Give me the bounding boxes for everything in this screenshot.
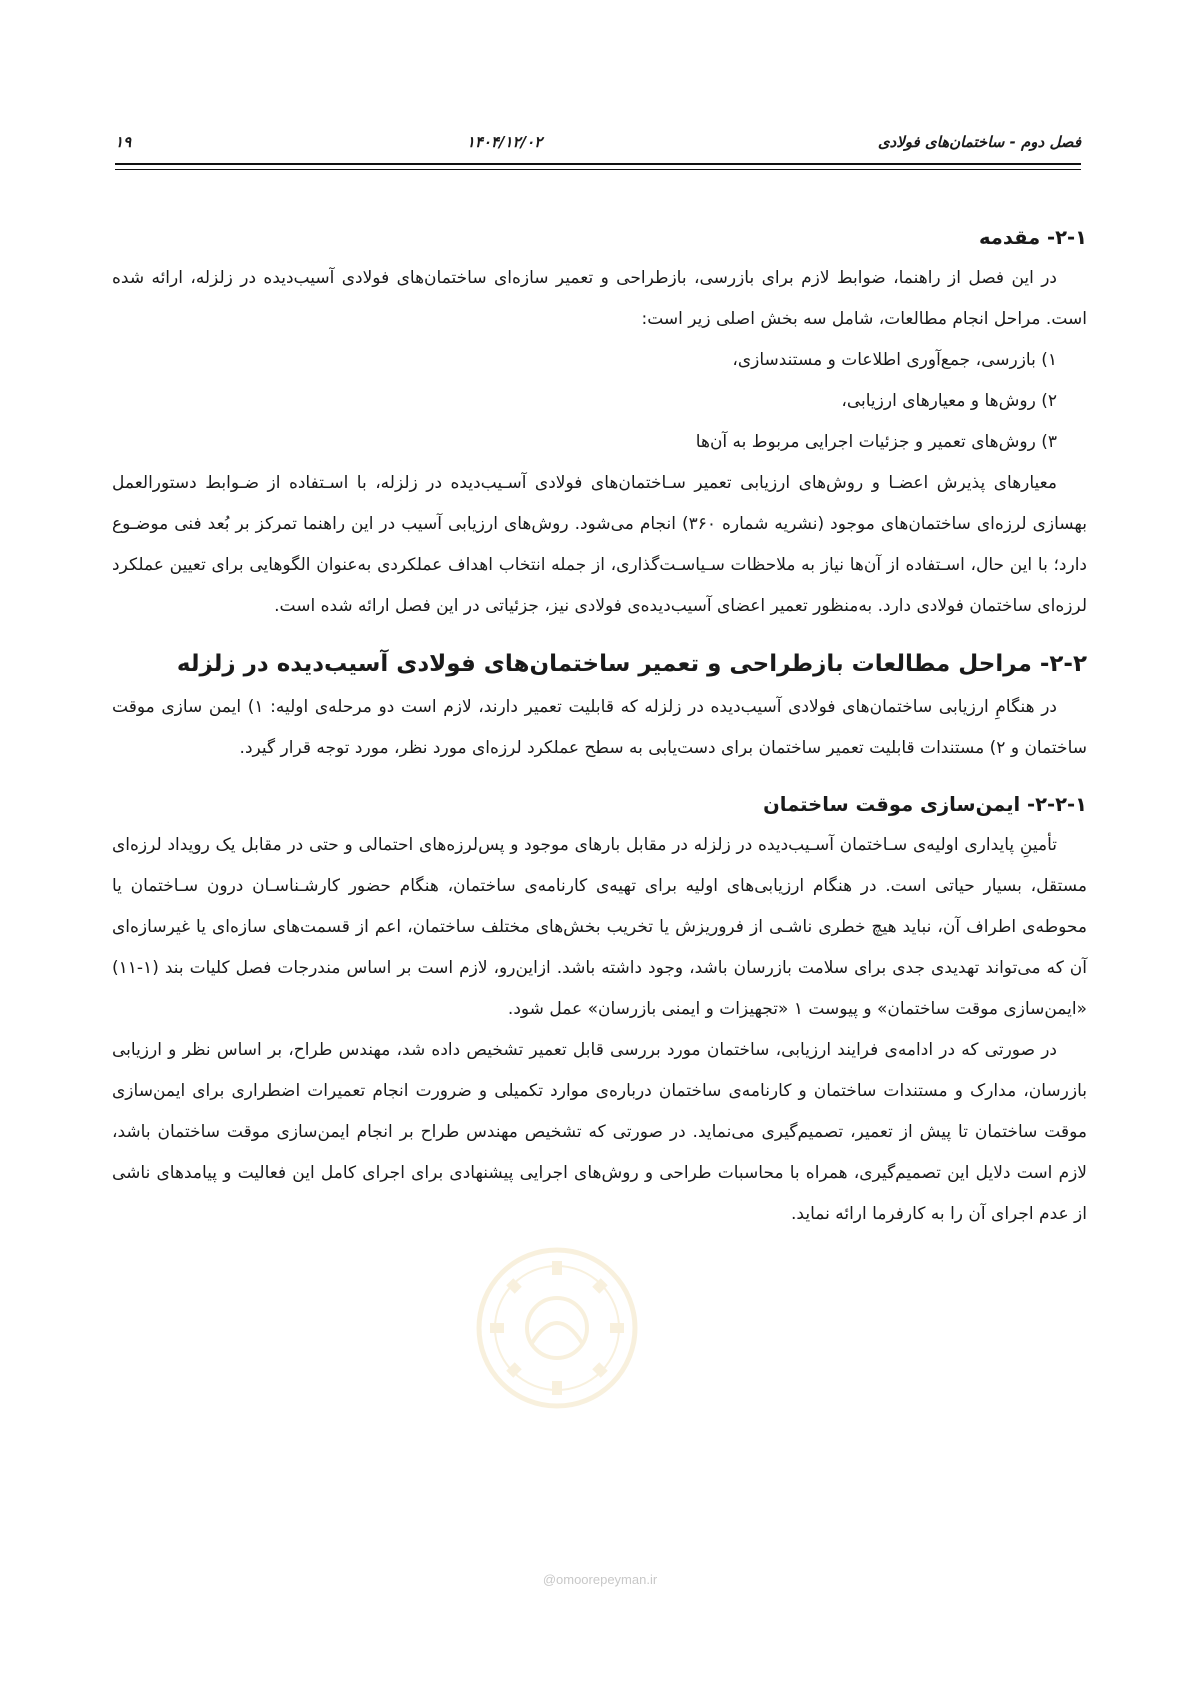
section-heading-introduction: ۲-۱- مقدمه (978, 226, 1087, 249)
acceptance-criteria-paragraph: معیارهای پذیرش اعضـا و روش‌های ارزیابی تعمیر سـاختمان‌های فولادی آسـیب‌دیده در زلزله، با اسـتفاده از ضـوابط دستورالعمل بهسازی لرزه‌ای ساختمان‌های موجود (نشریه شماره ۳۶۰) انجام می‌شود. روش‌های ارزیابی آسیب در این راهنما تمرکز بر بُعد فنی موضـوع دارد؛ با این حال، اسـتفاده از آن‌ها نیاز به ملاحظات سـیاسـت‌گذاری، از جمله انتخاب اهداف عملکردی به‌عنوان الگوهایی برای تعیین عملکرد لرزه‌ای ساختمان فولادی دارد. به‌منظور تعمیر اعضای آسیب‌دیده‌ی فولادی نیز، جزئیاتی در این فصل ارائه شده است. (112, 473, 1088, 616)
watermark-url: @omoorepeyman.ir (542, 1572, 658, 1587)
temporary-safety-paragraph: تأمینِ پایداری اولیه‌ی سـاختمان آسـیب‌دیده در زلزله در مقابل بارهای موجود و پس‌لرزه‌های احتمالی و حتی در مقابل یک رویداد لرزه‌ای مستقل، بسیار حیاتی است. در هنگام ارزیابی‌های اولیه برای تهیه‌ی کارنامه‌ی ساختمان، هنگام حضور کارشـناسـان درون سـاختمان یا محوطه‌ی اطراف آن، نباید هیچ خطری ناشـی از فروریزش یا تخریب بخش‌های مختلف ساختمان، اعم از قسمت‌های سازه‌ای یا غیرسازه‌ای آن که می‌تواند تهدیدی جدی برای سلامت بازرسان باشد، وجود داشته باشد. ازاین‌رو، لازم است بر اساس مندرجات فصل کلیات بند (۱-۱۱) «ایمن‌سازی موقت ساختمان» و پیوست ۱ «تجهیزات و ایمنی بازرسان» عمل شود. (112, 835, 1087, 1019)
intro-paragraph: در این فصل از راهنما، ضوابط لازم برای بازرسی، بازطراحی و تعمیر سازه‌ای ساختمان‌های فولادی آسیب‌دیده در زلزله، ارائه شده است. مراحل انجام مطالعات، شامل سه بخش اصلی زیر است: (112, 268, 1087, 329)
section-heading-temporary-safety: ۲-۲-۱- ایمن‌سازی موقت ساختمان (763, 793, 1087, 816)
list-item: ۲) روش‌ها و معیارهای ارزیابی، (841, 391, 1057, 411)
repair-decision-paragraph: در صورتی که در ادامه‌ی فرایند ارزیابی، ساختمان مورد بررسی قابل تعمیر تشخیص داده شد، مهندس طراح، بر اساس نظر و ارزیابی بازرسان، مدارک و مستندات ساختمان و کارنامه‌ی ساختمان درباره‌ی موارد تکمیلی و ضرورت انجام تعمیرات اضطراری برای ایمن‌سازی موقت ساختمان تا پیش از تعمیر، تصمیم‌گیری می‌نماید. در صورتی که تشخیص مهندس طراح بر انجام ایمن‌سازی موقت ساختمان باشد، لازم است دلایل این تصمیم‌گیری، همراه با محاسبات طراحی و روش‌های اجرایی پیشنهادی برای اجرای کامل این فعالیت و پیامدهای ناشی از عدم اجرای آن را به کارفرما ارائه نماید. (112, 1040, 1087, 1224)
list-item: ۳) روش‌های تعمیر و جزئیات اجرایی مربوط به آن‌ها (695, 432, 1057, 452)
watermark-seal-logo (472, 1243, 642, 1413)
section-heading-study-stages: ۲-۲- مراحل مطالعات بازطراحی و تعمیر ساختمان‌های فولادی آسیب‌دیده در زلزله (176, 651, 1087, 677)
running-header (115, 128, 1081, 156)
body-content (112, 218, 1087, 1235)
study-stages-paragraph: در هنگامِ ارزیابی ساختمان‌های فولادی آسیب‌دیده در زلزله که قابلیت تعمیر دارند، لازم است دو مرحله‌ی اولیه: ۱) ایمن سازی موقت ساختمان و ۲) مستندات قابلیت تعمیر ساختمان برای دست‌یابی به سطح عملکرد لرزه‌ای مورد نظر، مورد توجه قرار گیرد. (112, 697, 1087, 758)
page-number: ۱۹ (115, 133, 132, 151)
chapter-title: فصل دوم - ساختمان‌های فولادی (877, 133, 1081, 151)
list-item: ۱) بازرسی، جمع‌آوری اطلاعات و مستندسازی، (732, 350, 1057, 370)
header-rule-thin (115, 169, 1081, 170)
header-rule-thick (115, 163, 1081, 165)
header-date: ۱۴۰۴/۱۲/۰۲ (466, 133, 543, 151)
